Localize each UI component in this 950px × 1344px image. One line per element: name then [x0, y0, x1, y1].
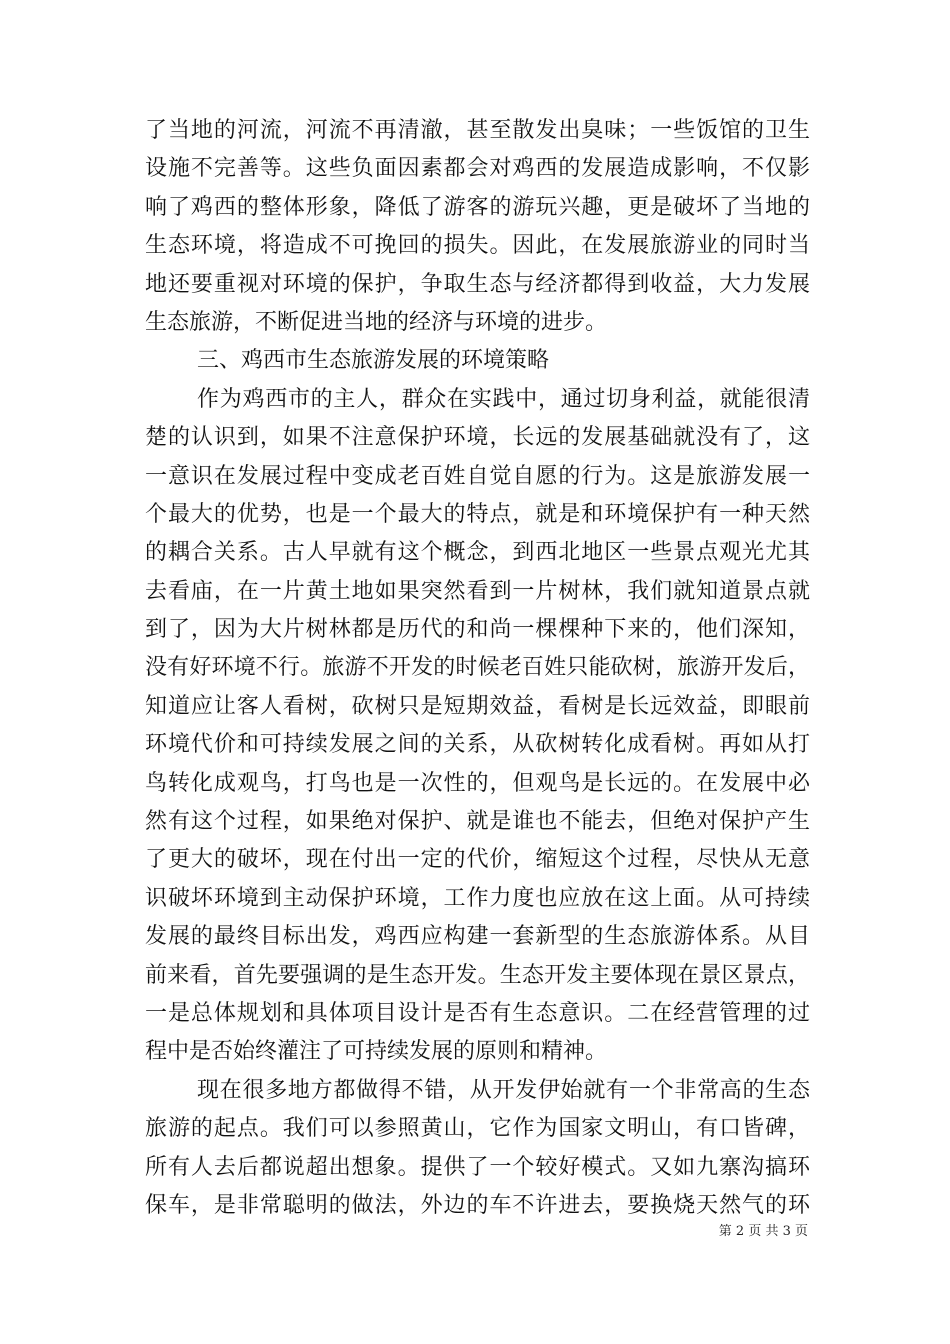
- text-line: 没有好环境不行。旅游不开发的时候老百姓只能砍树，旅游开发后，: [145, 655, 810, 681]
- page-number: 第 2 页 共 3 页: [718, 1224, 808, 1239]
- text-line: 环境代价和可持续发展之间的关系，从砍树转化成看树。再如从打: [145, 732, 810, 758]
- text-line: 知道应让客人看树，砍树只是短期效益，看树是长远效益，即眼前: [145, 693, 810, 719]
- text-line: 作为鸡西市的主人，群众在实践中，通过切身利益，就能很清: [197, 386, 810, 412]
- text-line: 的耦合关系。古人早就有这个概念，到西北地区一些景点观光尤其: [145, 540, 810, 566]
- text-line: 响了鸡西的整体形象，降低了游客的游玩兴趣，更是破坏了当地的: [145, 194, 810, 220]
- text-line: 地还要重视对环境的保护，争取生态与经济都得到收益，大力发展: [145, 271, 810, 297]
- text-line: 前来看，首先要强调的是生态开发。生态开发主要体现在景区景点，: [145, 962, 810, 988]
- text-line: 到了，因为大片树林都是历代的和尚一棵棵种下来的，他们深知，: [145, 617, 810, 643]
- text-line: 个最大的优势，也是一个最大的特点，就是和环境保护有一种天然: [145, 501, 810, 527]
- text-line: 去看庙，在一片黄土地如果突然看到一片树林，我们就知道景点就: [145, 578, 810, 604]
- text-line: 旅游的起点。我们可以参照黄山，它作为国家文明山，有口皆碑，: [145, 1116, 810, 1142]
- text-line: 楚的认识到，如果不注意保护环境，长远的发展基础就没有了，这: [145, 425, 810, 451]
- text-line: 所有人去后都说超出想象。提供了一个较好模式。又如九寨沟搞环: [145, 1154, 810, 1180]
- text-line: 识破坏环境到主动保护环境，工作力度也应放在这上面。从可持续: [145, 885, 810, 911]
- text-line: 生态旅游，不断促进当地的经济与环境的进步。: [145, 309, 608, 335]
- text-line: 然有这个过程，如果绝对保护、就是谁也不能去，但绝对保护产生: [145, 809, 810, 835]
- text-line: 生态环境，将造成不可挽回的损失。因此，在发展旅游业的同时当: [145, 233, 810, 259]
- text-line: 保车，是非常聪明的做法，外边的车不许进去，要换烧天然气的环: [145, 1192, 810, 1218]
- text-line: 了更大的破坏，现在付出一定的代价，缩短这个过程，尽快从无意: [145, 847, 810, 873]
- text-line: 现在很多地方都做得不错，从开发伊始就有一个非常高的生态: [197, 1077, 810, 1103]
- text-line: 设施不完善等。这些负面因素都会对鸡西的发展造成影响，不仅影: [145, 156, 810, 182]
- section-heading: 三、鸡西市生态旅游发展的环境策略: [197, 348, 550, 374]
- text-line: 一是总体规划和具体项目设计是否有生态意识。二在经营管理的过: [145, 1000, 810, 1026]
- body-text: [145, 112, 810, 1225]
- text-line: 程中是否始终灌注了可持续发展的原则和精神。: [145, 1039, 608, 1065]
- text-line: 一意识在发展过程中变成老百姓自觉自愿的行为。这是旅游发展一: [145, 463, 810, 489]
- text-line: 发展的最终目标出发，鸡西应构建一套新型的生态旅游体系。从目: [145, 924, 810, 950]
- text-line: 了当地的河流，河流不再清澈，甚至散发出臭味；一些饭馆的卫生: [145, 118, 810, 143]
- text-line: 鸟转化成观鸟，打鸟也是一次性的，但观鸟是长远的。在发展中必: [145, 770, 810, 796]
